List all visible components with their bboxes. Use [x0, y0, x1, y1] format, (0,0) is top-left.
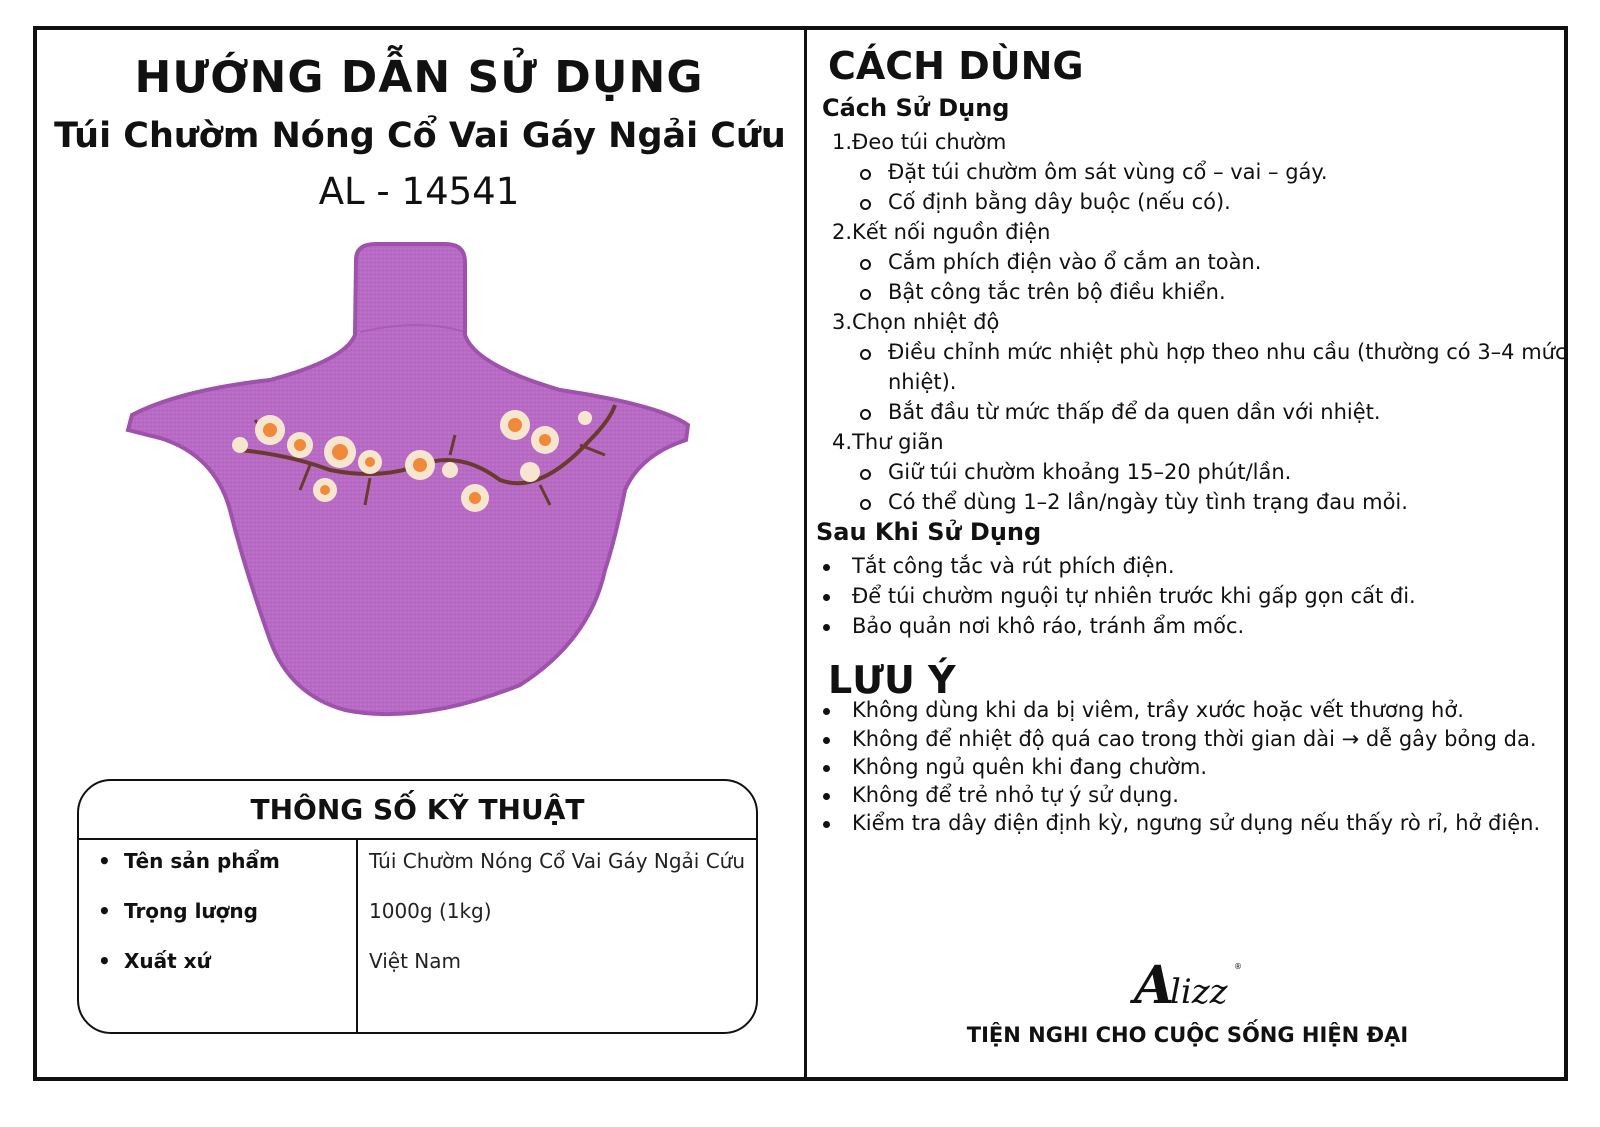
usage-section-title: Cách Sử Dụng	[822, 94, 1010, 122]
note-item: Không để trẻ nhỏ tự ý sử dụng.	[852, 783, 1179, 807]
product-name: Túi Chườm Nóng Cổ Vai Gáy Ngải Cứu	[54, 116, 786, 156]
brand-logo	[1130, 945, 1250, 1015]
sub-item: Bắt đầu từ mức thấp để da quen dần với nhiệt.	[888, 400, 1381, 424]
step-label: Đeo túi chườm	[852, 130, 1007, 154]
sub-item: Đặt túi chườm ôm sát vùng cổ – vai – gáy.	[888, 160, 1328, 184]
brand-tagline: TIỆN NGHI CHO CUỘC SỐNG HIỆN ĐẠI	[966, 1023, 1409, 1047]
spec-label: • Tên sản phẩm	[124, 849, 280, 873]
notes-heading: LƯU Ý	[828, 658, 956, 702]
spec-label: • Trọng lượng	[124, 899, 258, 923]
after-use-item: Bảo quản nơi khô ráo, tránh ẩm mốc.	[852, 614, 1244, 638]
note-item: Không để nhiệt độ quá cao trong thời gian dài → dễ gây bỏng da.	[852, 727, 1537, 751]
sub-item: Giữ túi chườm khoảng 15–20 phút/lần.	[888, 460, 1291, 484]
spec-row	[79, 949, 756, 989]
step-item: 4.Thư giãn	[832, 430, 944, 454]
note-item: Không dùng khi da bị viêm, trầy xước hoặc vết thương hở.	[852, 698, 1464, 722]
spec-title: THÔNG SỐ KỸ THUẬT	[250, 793, 585, 826]
after-use-title: Sau Khi Sử Dụng	[816, 518, 1042, 546]
sub-item: Cắm phích điện vào ổ cắm an toàn.	[888, 250, 1261, 274]
svg-text:®: ®	[1234, 962, 1242, 971]
note-item: Không ngủ quên khi đang chườm.	[852, 755, 1207, 779]
spec-value: Việt Nam	[369, 949, 462, 973]
svg-text:lizz: lizz	[1170, 972, 1228, 1012]
model-number: AL - 14541	[318, 170, 520, 213]
spec-row	[79, 849, 756, 889]
spec-value: Túi Chườm Nóng Cổ Vai Gáy Ngải Cứu	[369, 849, 746, 873]
spec-value: 1000g (1kg)	[369, 899, 492, 923]
page-title: HƯỚNG DẪN SỬ DỤNG	[134, 52, 704, 103]
sub-item: Cố định bằng dây buộc (nếu có).	[888, 190, 1231, 214]
step-item: 2.Kết nối nguồn điện	[832, 220, 1051, 244]
spec-table	[77, 779, 758, 1034]
spec-divider	[79, 838, 756, 840]
product-image	[120, 240, 720, 740]
step-item: 3.Chọn nhiệt độ	[832, 310, 1000, 334]
after-use-item: Để túi chườm nguội tự nhiên trước khi gấp gọn cất đi.	[852, 584, 1416, 608]
step-label: Chọn nhiệt độ	[852, 310, 1000, 334]
step-label: Kết nối nguồn điện	[852, 220, 1051, 244]
step-label: Thư giãn	[852, 430, 944, 454]
sub-item: Bật công tắc trên bộ điều khiển.	[888, 280, 1226, 304]
svg-text:A: A	[1134, 955, 1175, 1015]
spec-label: • Xuất xứ	[124, 949, 211, 973]
after-use-item: Tắt công tắc và rút phích điện.	[852, 554, 1175, 578]
sub-item-continuation: nhiệt).	[888, 370, 957, 394]
sub-item: Có thể dùng 1–2 lần/ngày tùy tình trạng đau mỏi.	[888, 490, 1408, 514]
step-item: 1.Đeo túi chườm	[832, 130, 1007, 154]
spec-row	[79, 899, 756, 939]
sub-item: Điều chỉnh mức nhiệt phù hợp theo nhu cầu (thường có 3–4 mức	[888, 340, 1567, 364]
usage-heading: CÁCH DÙNG	[828, 44, 1084, 88]
note-item: Kiểm tra dây điện định kỳ, ngưng sử dụng nếu thấy rò rỉ, hở điện.	[852, 811, 1540, 835]
